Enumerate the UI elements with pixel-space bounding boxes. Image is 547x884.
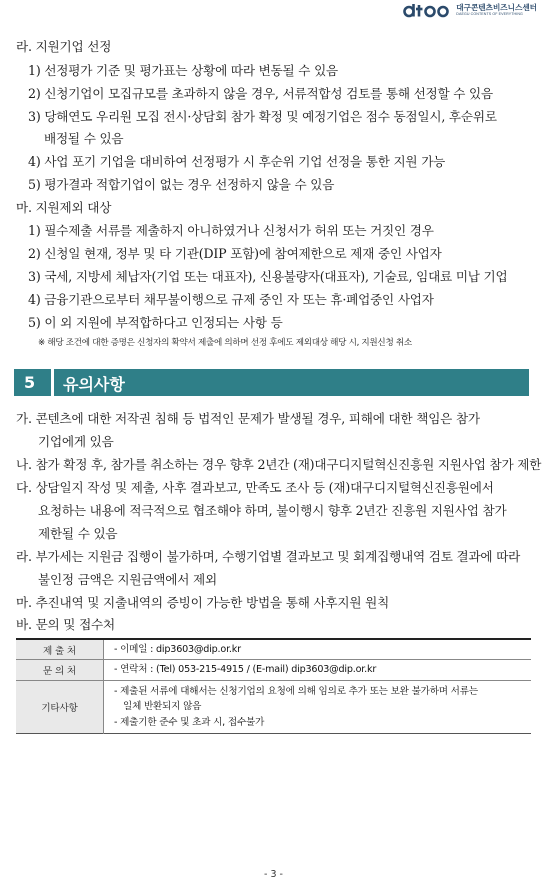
notice-item: 다. 상담일지 작성 및 제출, 사후 결과보고, 만족도 조사 등 (재)대구디지털혁신진흥원에서 bbox=[16, 480, 494, 495]
dtoe-logo-icon bbox=[403, 3, 453, 18]
section-title: 유의사항 bbox=[63, 375, 125, 394]
contact-table bbox=[16, 638, 531, 734]
notice-item: 마. 추진내역 및 지출내역의 증빙이 가능한 방법을 통해 사후지원 원칙 bbox=[16, 595, 390, 610]
notice-item: 나. 참가 확정 후, 참가를 취소하는 경우 향후 2년간 (재)대구디지털혁신진흥원 지원사업 참가 제한 bbox=[16, 457, 542, 472]
other-note: - 제출기한 준수 및 초과 시, 접수불가 bbox=[114, 716, 265, 728]
notice-item-continued: 제한될 수 있음 bbox=[38, 526, 118, 541]
table-header-cell: 문 의 처 bbox=[16, 660, 104, 681]
table-row bbox=[16, 681, 531, 734]
list-item: 4) 금융기관으로부터 채무불이행으로 규제 중인 자 또는 휴·폐업중인 사업자 bbox=[28, 292, 434, 307]
page-number: - 3 - bbox=[264, 869, 283, 880]
list-item: 1) 필수제출 서류를 제출하지 아니하였거나 신청서가 허위 또는 거짓인 경우 bbox=[28, 223, 434, 238]
list-item: 3) 국세, 지방세 체납자(기업 또는 대표자), 신용불량자(대표자), 기술료, 임대료 미납 기업 bbox=[28, 269, 508, 284]
other-note-continued: 일체 반환되지 않음 bbox=[123, 701, 202, 713]
logo-korean-name: 대구콘텐츠비즈니스센터 bbox=[456, 3, 537, 13]
logo-english-name: DAEGU CONTENTS OF EVERYTHING bbox=[456, 12, 523, 16]
notice-item-continued: 요청하는 내용에 적극적으로 협조해야 하며, 불이행시 향후 2년간 진흥원 지원사업 참가 bbox=[38, 503, 507, 518]
list-item: 2) 신청일 현재, 정부 및 타 기관(DIP 포함)에 참여제한으로 제재 중인 사업자 bbox=[28, 246, 442, 261]
list-item: 1) 선정평가 기준 및 평가표는 상황에 따라 변동될 수 있음 bbox=[28, 63, 338, 78]
notice-item: 라. 부가세는 지원금 집행이 불가하며, 수행기업별 결과보고 및 회계집행내역 검토 결과에 따라 bbox=[16, 549, 521, 564]
table-header-cell: 제 출 처 bbox=[16, 639, 104, 660]
notice-item: 가. 콘텐츠에 대한 저작권 침해 등 법적인 문제가 발생될 경우, 피해에 대한 책임은 참가 bbox=[16, 411, 480, 426]
inquiry-contact: - 연락처 : (Tel) 053-215-4915 / (E-mail) dip3603@dip.or.kr bbox=[114, 664, 377, 676]
table-cell bbox=[104, 681, 532, 734]
notice-item: 바. 문의 및 접수처 bbox=[16, 617, 115, 632]
list-item: 4) 사업 포기 기업을 대비하여 선정평가 시 후순위 기업 선정을 통한 지원 가능 bbox=[28, 154, 446, 169]
table-cell bbox=[104, 660, 532, 681]
section-ra-heading: 라. 지원기업 선정 bbox=[16, 39, 112, 54]
section-header-bar bbox=[14, 369, 529, 396]
logo bbox=[403, 3, 537, 18]
list-item: 2) 신청기업이 모집규모를 초과하지 않을 경우, 서류적합성 검토를 통해 선정할 수 있음 bbox=[28, 86, 493, 101]
submission-email: - 이메일 : dip3603@dip.or.kr bbox=[114, 643, 241, 655]
notice-item-continued: 불인정 금액은 지원금액에서 제외 bbox=[38, 572, 217, 587]
table-cell bbox=[104, 639, 532, 660]
table-row bbox=[16, 660, 531, 681]
section-number: 5 bbox=[24, 373, 36, 392]
section-divider bbox=[51, 369, 54, 396]
list-item: 5) 이 외 지원에 부적합하다고 인정되는 사항 등 bbox=[28, 315, 283, 330]
table-row bbox=[16, 639, 531, 660]
table-header-cell: 기타사항 bbox=[16, 681, 104, 734]
list-item: 3) 당해연도 우리원 모집 전시·상담회 참가 확정 및 예정기업은 점수 동점일시, 후순위로 bbox=[28, 109, 497, 124]
list-item: 5) 평가결과 적합기업이 없는 경우 선정하지 않을 수 있음 bbox=[28, 177, 335, 192]
exclusion-note: ※ 해당 조건에 대한 증명은 신청자의 확약서 제출에 의하며 선정 후에도 제외대상 해당 시, 지원신청 취소 bbox=[38, 338, 412, 348]
list-item-continued: 배정될 수 있음 bbox=[44, 131, 124, 146]
notice-item-continued: 기업에게 있음 bbox=[38, 434, 114, 449]
section-ma-heading: 마. 지원제외 대상 bbox=[16, 200, 112, 215]
other-note: - 제출된 서류에 대해서는 신청기업의 요청에 의해 임의로 추가 또는 보완 불가하며 서류는 bbox=[114, 685, 478, 697]
